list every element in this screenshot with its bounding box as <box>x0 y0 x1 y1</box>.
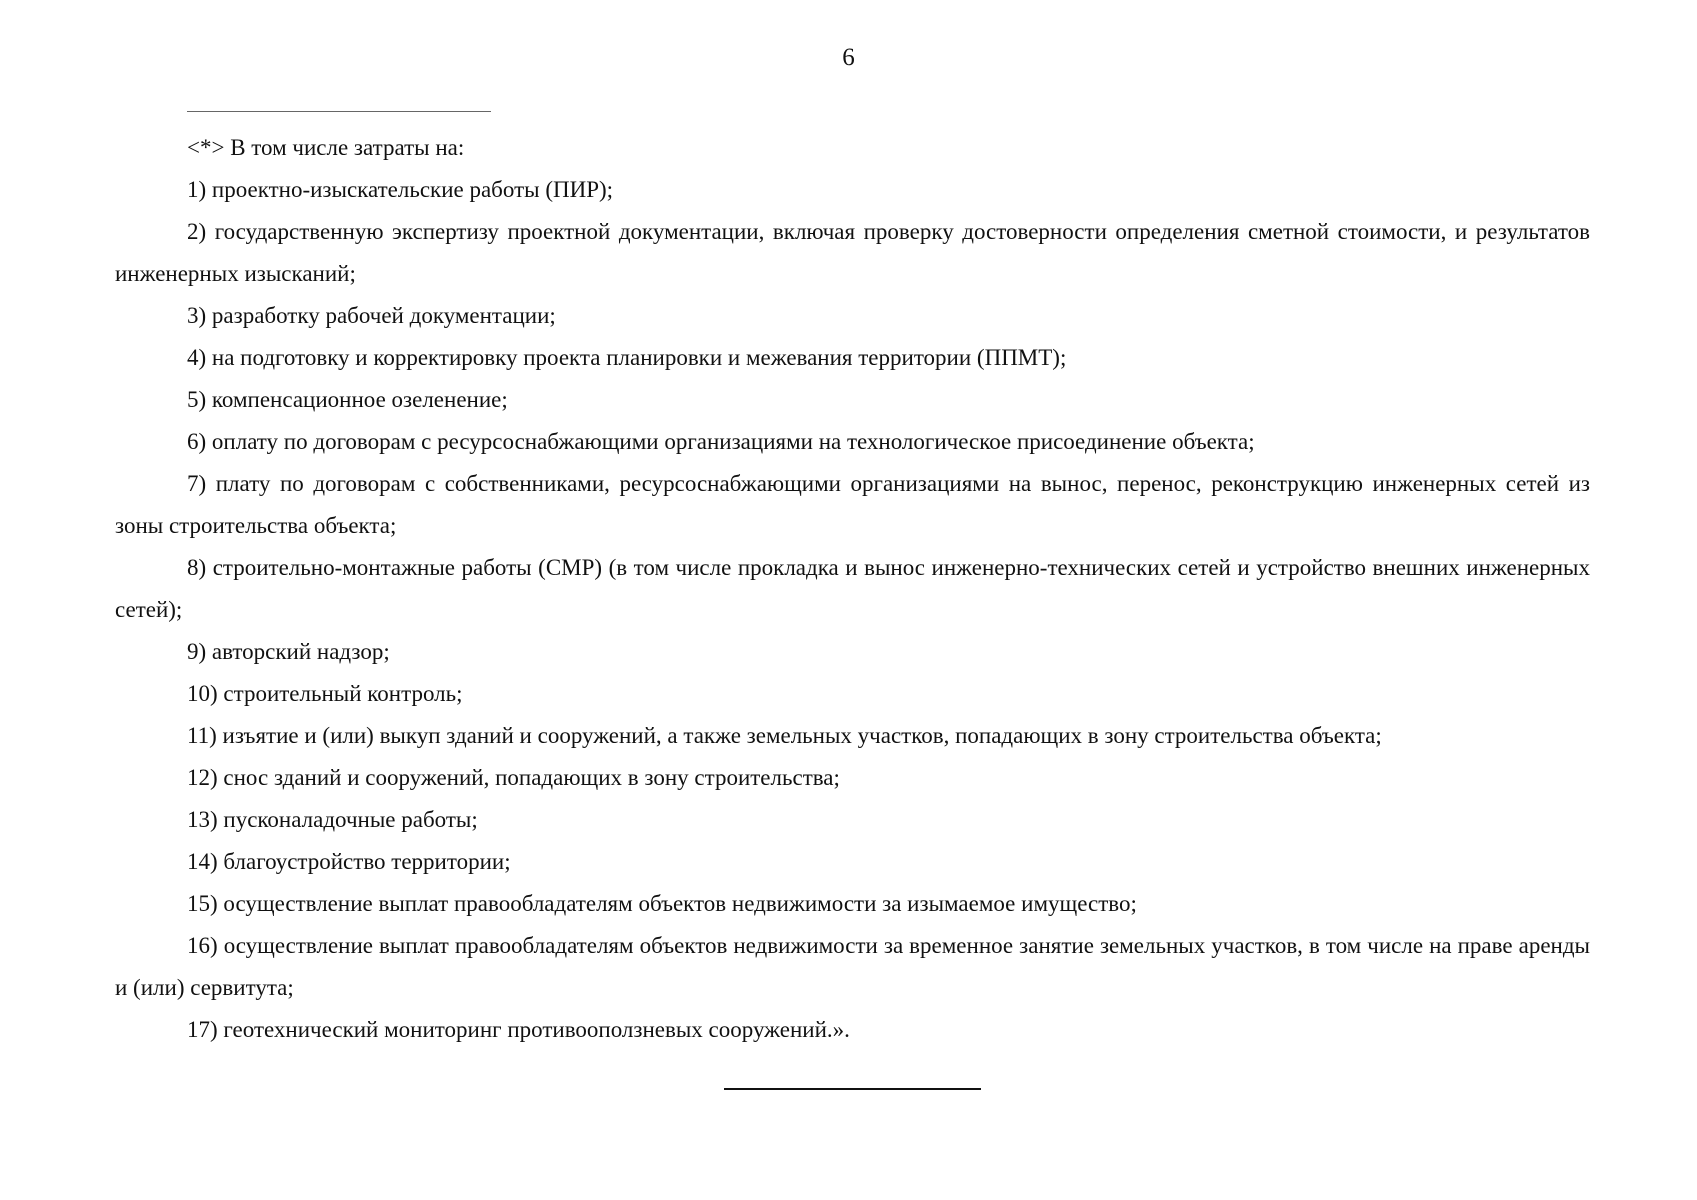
footnote-block <box>115 127 1590 1051</box>
footnote-item: 9) авторский надзор; <box>187 639 390 664</box>
footnote-item: 14) благоустройство территории; <box>187 849 511 874</box>
footnote-item: 15) осуществление выплат правообладателям объектов недвижимости за изымаемое имущество; <box>187 891 1137 916</box>
document-end-rule <box>724 1088 981 1090</box>
footnote-item: 16) осуществление выплат правообладателям объектов недвижимости за временное занятие земельных участков, в том числе на праве аренды и (или) сервитута; <box>115 933 1590 1000</box>
footnote-item: 6) оплату по договорам с ресурсоснабжающими организациями на технологическое присоединение объекта; <box>187 429 1255 454</box>
footnote-item: 5) компенсационное озеленение; <box>187 387 508 412</box>
footnote-item: 17) геотехнический мониторинг противооползневых сооружений.». <box>187 1017 850 1042</box>
footnote-item: 10) строительный контроль; <box>187 681 463 706</box>
page-number: 6 <box>842 44 855 71</box>
footnote-item: 1) проектно-изыскательские работы (ПИР); <box>187 177 614 202</box>
footnote-item: 4) на подготовку и корректировку проекта планировки и межевания территории (ППМТ); <box>187 345 1067 370</box>
footnote-item: 3) разработку рабочей документации; <box>187 303 556 328</box>
footnote-item: 11) изъятие и (или) выкуп зданий и сооружений, а также земельных участков, попадающих в зону строительства объекта; <box>187 723 1382 748</box>
footnote-item: 12) снос зданий и сооружений, попадающих в зону строительства; <box>187 765 840 790</box>
footnote-item: 7) плату по договорам с собственниками, ресурсоснабжающими организациями на вынос, перенос, реконструкцию инженерных сетей из зоны строительства объекта; <box>115 471 1590 538</box>
footnote-intro: <*> В том числе затраты на: <box>187 135 465 160</box>
footnote-item: 2) государственную экспертизу проектной документации, включая проверку достоверности определения сметной стоимости, и результатов инженерных изысканий; <box>115 219 1590 286</box>
footnote-separator <box>187 111 491 112</box>
footnote-item: 13) пусконаладочные работы; <box>187 807 478 832</box>
footnote-item: 8) строительно-монтажные работы (СМР) (в том числе прокладка и вынос инженерно-технических сетей и устройство внешних инженерных сетей); <box>115 555 1590 622</box>
